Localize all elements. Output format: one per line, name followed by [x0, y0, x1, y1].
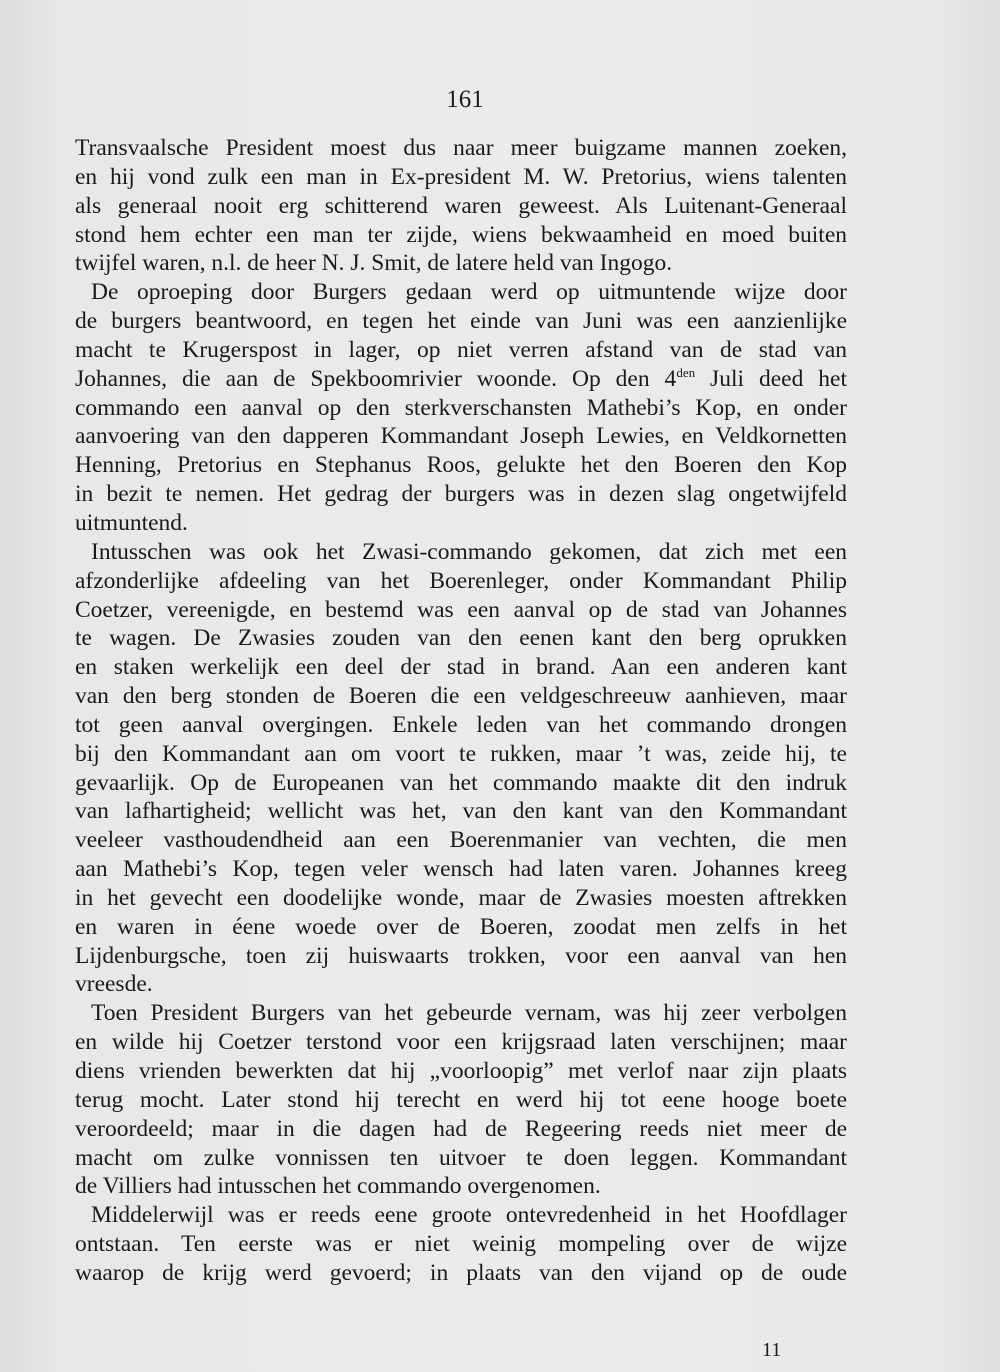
text-line: van lafhartigheid; wellicht was het, van den kant van den Kommandant — [75, 798, 847, 825]
text-line: ontstaan. Ten eerste was er niet weinig mompeling over de wijze — [75, 1231, 847, 1258]
paragraph — [75, 999, 847, 1201]
text-line: bij den Kommandant aan om voort te rukken, maar ’t was, zeide hij, te — [75, 740, 847, 767]
text-line: terug mocht. Later stond hij terecht en werd hij tot eene hooge boete — [75, 1086, 847, 1113]
text-line: te wagen. De Zwasies zouden van den eenen kant den berg oprukken — [75, 625, 847, 652]
paragraph — [75, 278, 847, 538]
paragraph — [75, 1201, 847, 1288]
text-line: van den berg stonden de Boeren die een veldgeschreeuw aanhieven, maar — [75, 683, 847, 710]
text-line: en wilde hij Coetzer terstond voor een krijgsraad laten verschijnen; maar — [75, 1029, 847, 1056]
text-line: Johannes, die aan de Spekboomrivier woonde. Op den $4^{den}$ Juli deed het — [75, 364, 847, 392]
text-line: macht te Krugerspost in lager, op niet verren afstand van de stad van — [75, 336, 847, 363]
body-text — [75, 134, 847, 1288]
text-line: De oproeping door Burgers gedaan werd op uitmuntende wijze door — [91, 279, 847, 306]
text-line: tot geen aanval overgingen. Enkele leden van het commando drongen — [75, 711, 847, 738]
text-line: als generaal nooit erg schitterend waren geweest. Als Luitenant-Generaal — [75, 192, 847, 219]
text-line: veroordeeld; maar in die dagen had de Regeering reeds niet meer de — [75, 1115, 847, 1142]
text-line: vreesde. — [75, 971, 153, 998]
text-line: Henning, Pretorius en Stephanus Roos, gelukte het den Boeren den Kop — [75, 452, 847, 479]
text-line: veeleer vasthoudendheid aan een Boerenmanier van vechten, die men — [75, 827, 847, 854]
text-line: aan Mathebi’s Kop, tegen veler wensch had laten varen. Johannes kreeg — [75, 856, 847, 883]
text-line: waarop de krijg werd gevoerd; in plaats van den vijand op de oude — [75, 1259, 847, 1286]
text-line: Intusschen was ook het Zwasi-commando gekomen, dat zich met een — [91, 538, 847, 565]
text-line: en staken werkelijk een deel der stad in brand. Aan een anderen kant — [75, 654, 847, 681]
text-line: Transvaalsche President moest dus naar meer buigzame mannen zoeken, — [75, 135, 847, 161]
signature-mark: 11 — [762, 1339, 782, 1361]
text-line: en waren in éene woede over de Boeren, zoodat men zelfs in het — [75, 913, 847, 940]
text-line: de burgers beantwoord, en tegen het einde van Juni was een aanzienlijke — [75, 308, 847, 335]
paragraph — [75, 538, 847, 1000]
text-line: uitmuntend. — [75, 509, 188, 536]
text-line: de Villiers had intusschen het commando overgenomen. — [75, 1173, 601, 1200]
text-line: Coetzer, vereenigde, en bestemd was een aanval op de stad van Johannes — [75, 596, 847, 623]
text-line: aanvoering van den dapperen Kommandant Joseph Lewies, en Veldkornetten — [75, 423, 847, 450]
text-line: gevaarlijk. Op de Europeanen van het commando maakte dit den indruk — [75, 769, 847, 796]
text-line: Toen President Burgers van het gebeurde vernam, was hij zeer verbolgen — [91, 1000, 847, 1027]
text-line: in het gevecht een doodelijke wonde, maar de Zwasies moesten aftrekken — [75, 884, 847, 911]
ordinal-superscript: den — [676, 364, 696, 380]
text-line: afzonderlijke afdeeling van het Boerenleger, onder Kommandant Philip — [75, 567, 847, 594]
text-line: en hij vond zulk een man in Ex-president M. W. Pretorius, wiens talenten — [75, 163, 847, 190]
text-line: twijfel waren, n.l. de heer N. J. Smit, de latere held van Ingogo. — [75, 250, 673, 277]
page-number: 161 — [446, 86, 484, 113]
text-line: commando een aanval op den sterkverschansten Mathebi’s Kop, en onder — [75, 394, 847, 421]
text-line: macht om zulke vonnissen ten uitvoer te doen leggen. Kommandant — [75, 1144, 847, 1171]
text-line: in bezit te nemen. Het gedrag der burgers was in dezen slag ongetwijfeld — [75, 481, 847, 508]
text-line: diens vrienden bewerkten dat hij „voorloopig” met verlof naar zijn plaats — [75, 1058, 847, 1084]
paragraph — [75, 134, 847, 278]
text-line: stond hem echter een man ter zijde, wiens bekwaamheid en moed buiten — [75, 221, 847, 248]
text-line: Middelerwijl was er reeds eene groote ontevredenheid in het Hoofdlager — [91, 1202, 847, 1229]
text-line: Lijdenburgsche, toen zij huiswaarts trokken, voor een aanval van hen — [75, 942, 847, 969]
